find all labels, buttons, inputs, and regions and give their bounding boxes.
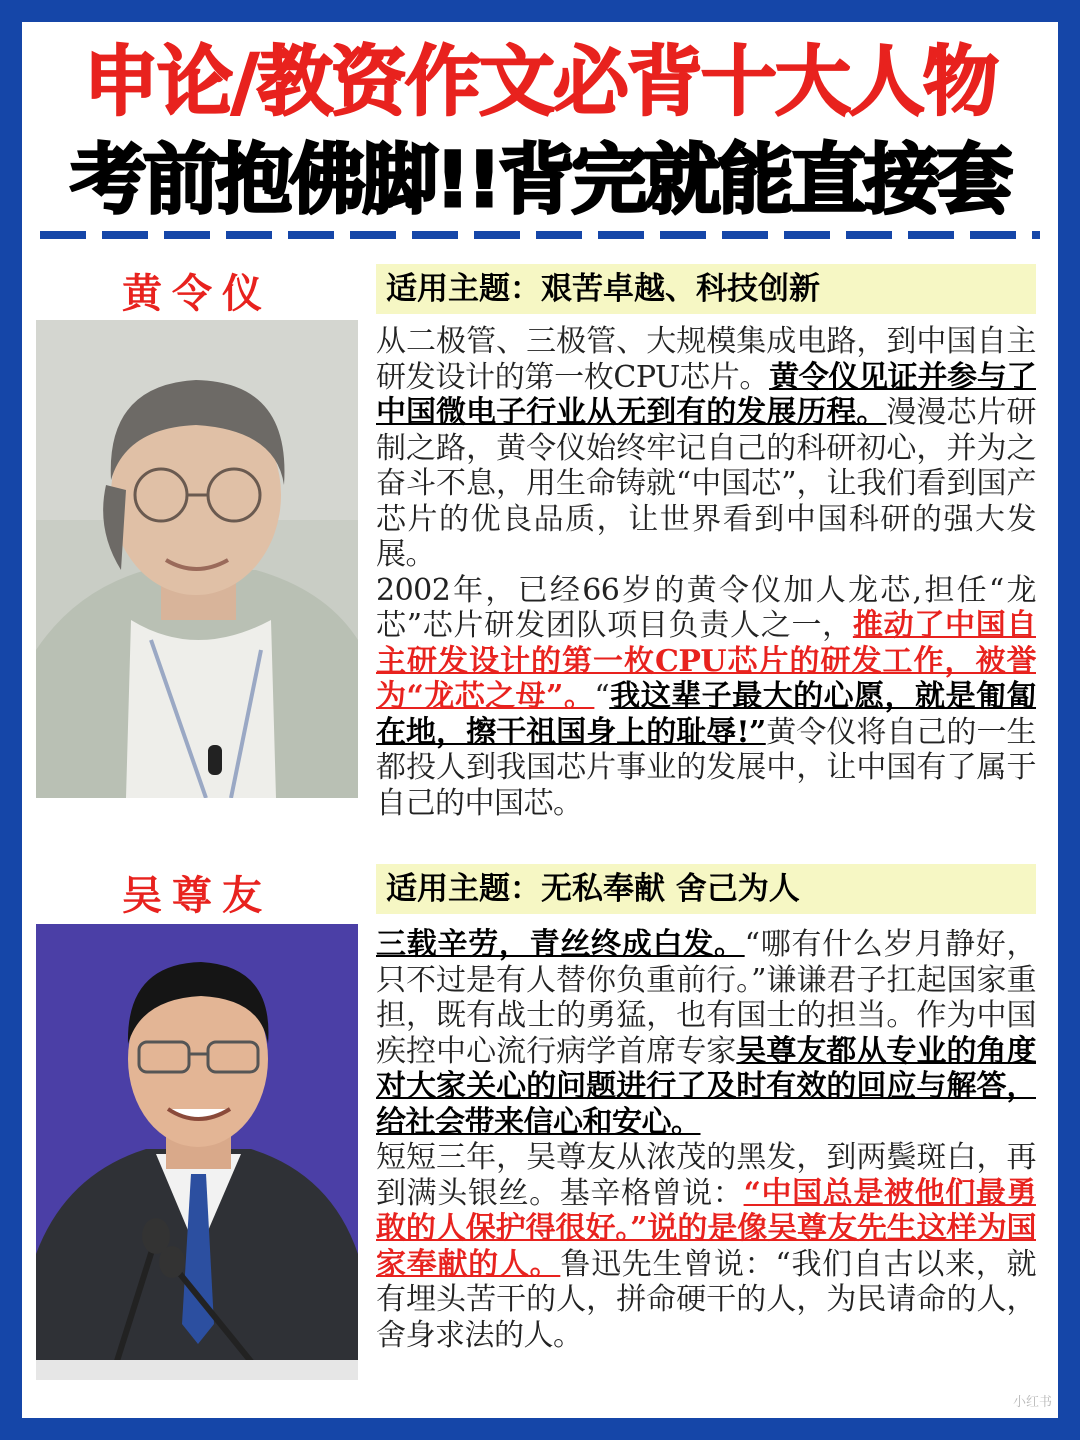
person2-p2-rest: 鲁迅先生曾说：“我们自古以来，就有埋头苦干的人，拼命硬干的人，为民请命的人，舍身求法的人。 (376, 1246, 1037, 1353)
person1-p2-intro: 2002年，已经66岁的黄令仪加人龙芯,担任“龙芯”芯片研发团队项目负责人之一， (376, 572, 1036, 643)
person1-p1-highlight: 黄令仪见证并参与了中国微电子行业从无到有的发展历程。 (376, 359, 1036, 430)
person2-p2-intro: 短短三年，吴尊友从浓茂的黑发，到两鬓斑白，再到满头银丝。基辛格曾说： (376, 1140, 1036, 1211)
person1-p2-quote: 我这辈子最大的心愿，就是匍匐在地，擦干祖国身上的耻辱!” (376, 679, 1037, 750)
portrait-elderly-woman (36, 320, 358, 798)
person2-p1-intro: “哪有什么岁月静好，只不过是有人替你负重前行。”谦谦君子扛起国家重担，既有战士的勇猛，也有国士的担当。作为中国疾控中心流行病学首席专家 (376, 927, 1037, 1069)
page-title: 申论/教资作文必背十大人物 (83, 37, 997, 126)
person1-p2-red-highlight: 推动了中国自主研发设计的第一枚CPU芯片的研发工作，被誉为“龙芯之母”。 (376, 608, 1036, 714)
page-subtitle: 考前抱佛脚!!背完就能直接套 (70, 135, 1010, 224)
person2-photo (36, 924, 358, 1380)
person2-theme: 适用主题：无私奉献 舍己为人 (376, 864, 1036, 914)
person2-name: 吴尊友 (122, 872, 272, 919)
person1-photo (36, 320, 358, 798)
person1-body (376, 324, 1036, 821)
person2-p2-red-highlight: “中国总是被他们最勇敢的人保护得很好。”说的是像吴尊友先生这样为国家奉献的人。 (376, 1175, 1036, 1282)
person2-p1-highlight: 三载辛劳，青丝终成白发。 (376, 927, 745, 962)
portrait-man-in-suit (36, 924, 358, 1380)
person1-name: 黄令仪 (122, 270, 272, 317)
person1-p2-rest: 黄令仪将自己的一生都投人到我国芯片事业的发展中，让中国有了属于自己的中国芯。 (376, 714, 1036, 821)
person2-body (376, 927, 1036, 1353)
person2-p1-highlight2: 吴尊友都从专业的角度对大家关心的问题进行了及时有效的回应与解答，给社会带来信心和安心。 (376, 1033, 1037, 1140)
dashed-divider (40, 231, 1040, 239)
person1-p2-quote-open: “ (594, 679, 610, 714)
watermark-logo: 小红书 (1012, 1395, 1052, 1410)
person1-theme: 适用主题：艰苦卓越、科技创新 (376, 264, 1036, 314)
person1-p1-intro: 从二极管、三极管、大规模集成电路，到中国自主研发设计的第一枚CPU芯片。 (376, 324, 1036, 395)
person1-p1-rest: 漫漫芯片研制之路，黄令仪始终牢记自己的科研初心，并为之奋斗不息，用生命铸就“中国芯”，让我们看到国产芯片的优良品质，让世界看到中国科研的强大发展。 (376, 395, 1037, 572)
